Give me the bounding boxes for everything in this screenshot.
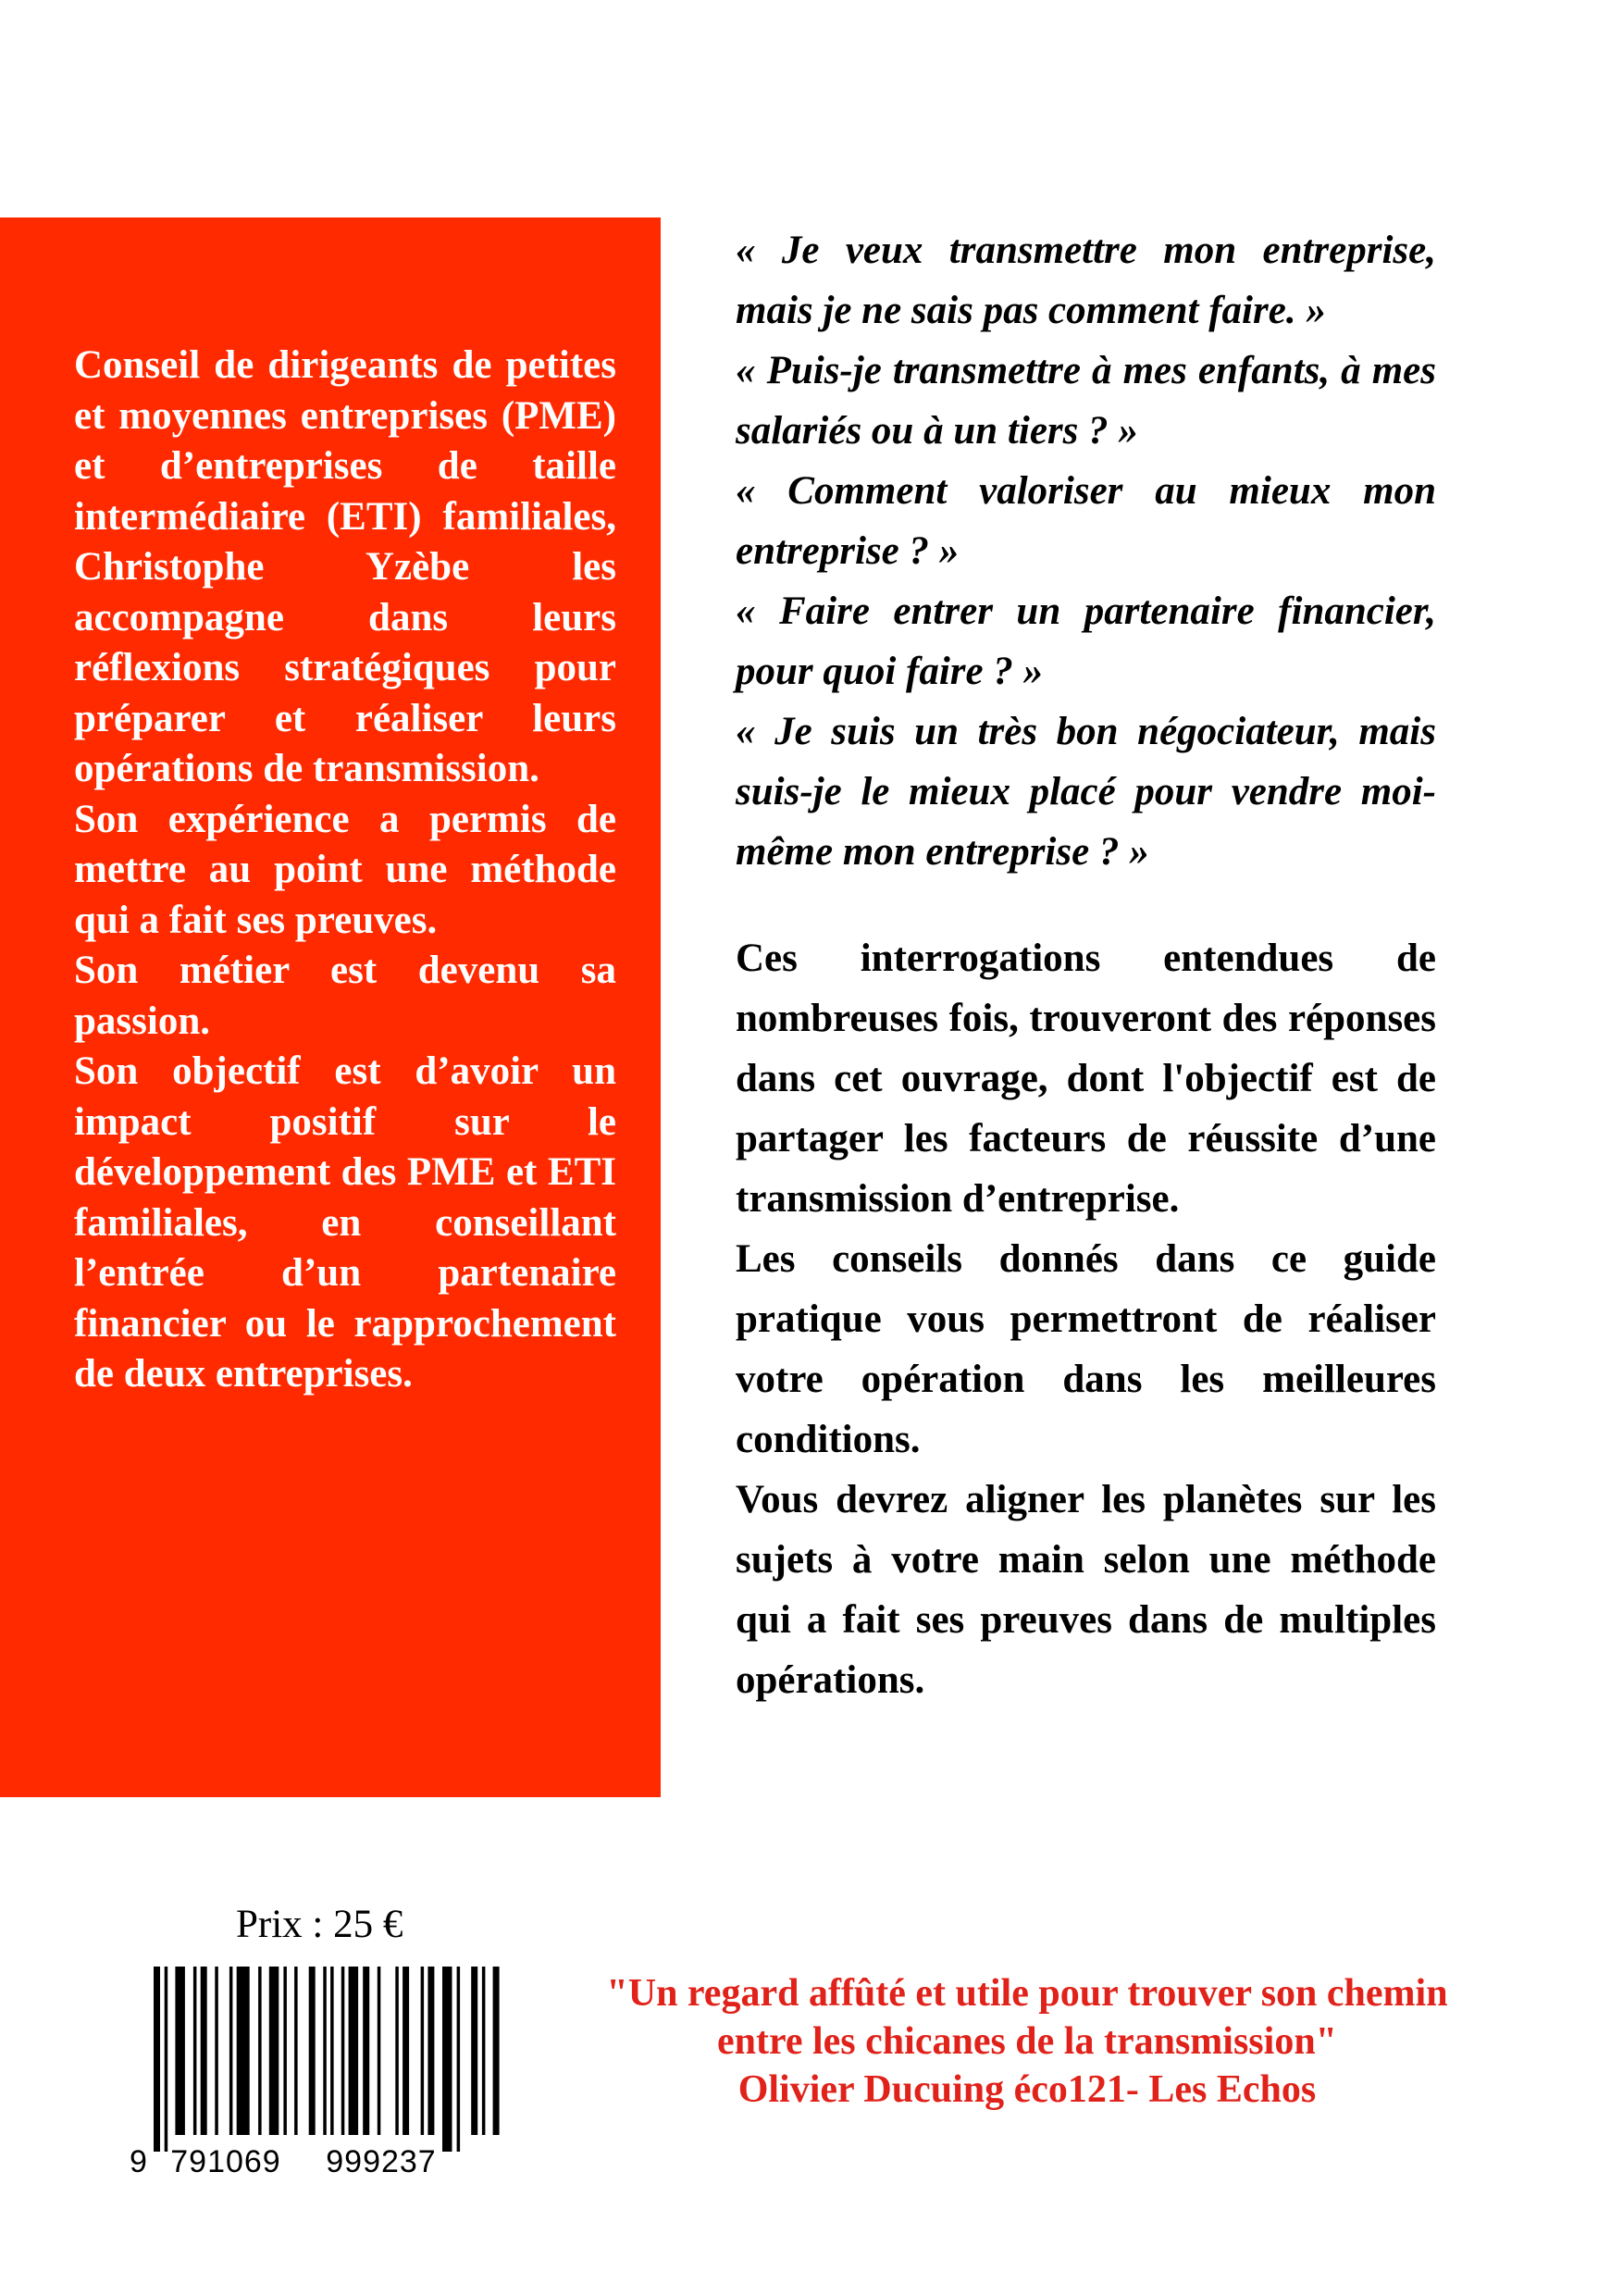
barcode-bar	[442, 1967, 452, 2152]
barcode-bar	[193, 1967, 197, 2135]
barcode-bar	[403, 1967, 409, 2135]
barcode-digit-first: 9	[130, 2144, 147, 2179]
barcode-bar	[421, 1967, 425, 2135]
question-item: « Comment valoriser au mieux mon entreprise ? »	[736, 469, 1436, 573]
question-item: « Faire entrer un partenaire financier, pour quoi faire ? »	[736, 590, 1436, 693]
question-list	[736, 220, 1436, 882]
barcode-bar	[215, 1967, 218, 2135]
barcode-bar	[330, 1967, 334, 2135]
barcode-bar	[154, 1967, 160, 2152]
question-item: « Puis-je transmettre à mes enfants, à mes salariés ou à un tiers ? »	[736, 349, 1436, 453]
bio-paragraph: Son objectif est d’avoir un impact positif sur le développement des PME et ETI familiales, en conseillant l’entrée d’un partenaire financier ou le rapprochement de deux entreprises.	[74, 1049, 616, 1396]
quote-attribution: Olivier Ducuing éco121- Les Echos	[737, 2068, 1317, 2111]
quote-line: "Un regard affûté et utile pour trouver son chemin	[606, 1972, 1448, 2015]
barcode-bars	[154, 1967, 500, 2152]
barcode-bar	[237, 1967, 250, 2135]
barcode-bar	[341, 1967, 345, 2135]
barcode-bar	[363, 1967, 369, 2135]
barcode-bar	[165, 1967, 168, 2152]
bio-paragraph: Son métier est devenu sa passion.	[74, 949, 616, 1043]
barcode-graphic	[130, 1967, 509, 2179]
book-description	[736, 928, 1436, 1710]
barcode-bar	[269, 1967, 279, 2135]
barcode-bar	[493, 1967, 500, 2135]
barcode-bar	[323, 1967, 327, 2135]
question-item: « Je veux transmettre mon entreprise, mais je ne sais pas comment faire. »	[736, 229, 1436, 332]
barcode-bar	[427, 1967, 434, 2135]
barcode-bar	[378, 1967, 381, 2135]
barcode-bar	[175, 1967, 185, 2135]
isbn-barcode	[130, 1967, 509, 2179]
barcode-bar	[349, 1967, 359, 2135]
barcode-bar	[309, 1967, 316, 2135]
barcode-bar	[201, 1967, 207, 2135]
barcode-bar	[482, 1967, 486, 2135]
bio-paragraph: Conseil de dirigeants de petites et moyennes entreprises (PME) et d’entreprises de taille intermédiaire (ETI) familiales, Christophe Yzèbe les accompagne dans leurs réflexions stratégiques pour préparer et réaliser leurs opérations de transmission.	[74, 343, 616, 790]
bio-paragraph: Son expérience a permis de mettre au point une méthode qui a fait ses preuves.	[74, 797, 616, 942]
barcode-bar	[457, 1967, 461, 2152]
price-label: Prix : 25 €	[236, 1903, 403, 1946]
description-paragraph: Ces interrogations entendues de nombreuses fois, trouveront des réponses dans cet ouvrage, dont l'objectif est de partager les facteurs de réussite d’une transmission d’entreprise.	[736, 937, 1436, 1221]
barcode-bar	[294, 1967, 298, 2135]
back-cover-text	[736, 220, 1436, 1710]
description-paragraph: Vous devrez aligner les planètes sur les sujets à votre main selon une méthode qui a fait ses preuves dans de multiples opérations.	[736, 1478, 1436, 1702]
barcode-bar	[283, 1967, 287, 2135]
description-paragraph: Les conseils donnés dans ce guide pratique vous permettront de réaliser votre opération dans les meilleures conditions.	[736, 1237, 1436, 1461]
barcode-digits-left: 791069	[170, 2144, 281, 2179]
author-bio	[74, 341, 616, 1400]
barcode-digits-right: 999237	[326, 2144, 437, 2179]
barcode-bar	[471, 1967, 477, 2135]
question-item: « Je suis un très bon négociateur, mais suis-je le mieux placé pour vendre moi-même mon entreprise ? »	[736, 710, 1436, 874]
barcode-bar	[395, 1967, 399, 2135]
press-quote	[537, 1969, 1518, 2114]
quote-line: entre les chicanes de la transmission"	[716, 2020, 1337, 2063]
barcode-bar	[258, 1967, 262, 2135]
barcode-bar	[229, 1967, 233, 2135]
